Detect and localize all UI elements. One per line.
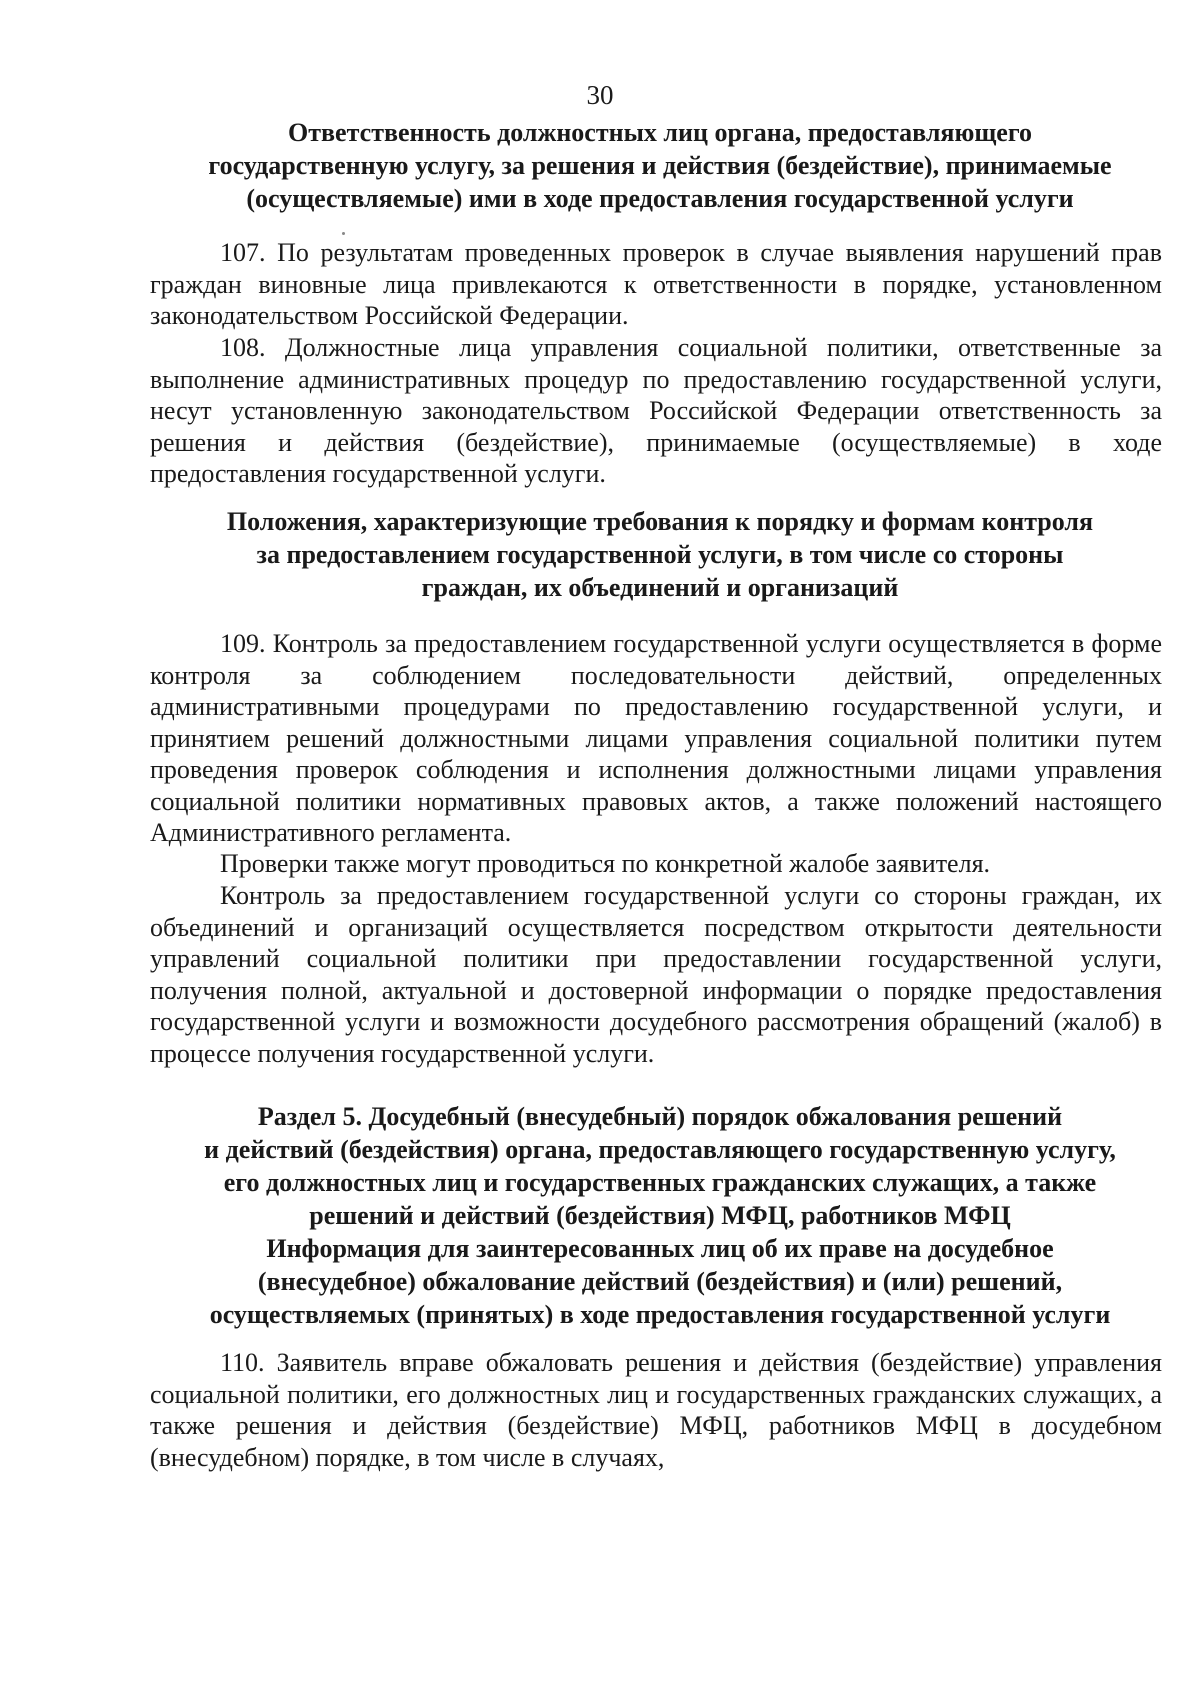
heading-line: осуществляемых (принятых) в ходе предоставления государственной услуги <box>209 1300 1111 1329</box>
heading-line: его должностных лиц и государственных гражданских служащих, а также <box>223 1168 1097 1197</box>
paragraph-110: 110. Заявитель вправе обжаловать решения и действия (бездействие) управления социальной политики, его должностных лиц и государственных гражданских служащих, а также решения и действия (бездействие) МФЦ, работников МФЦ в досудебном (внесудебном) порядке, в том числе в случаях, <box>150 1348 1162 1472</box>
paragraph-109-public-control: Контроль за предоставлением государственной услуги со стороны граждан, их объединений и организаций осуществляется посредством открытости деятельности управлений социальной политики при предоставлении государственной услуги, получения полной, актуальной и достоверной информации о порядке предоставления государственной услуги и возможности досудебного рассмотрения обращений (жалоб) в процессе получения государственной услуги. <box>150 881 1162 1068</box>
heading-line: Информация для заинтересованных лиц об их праве на досудебное <box>266 1234 1054 1263</box>
heading-line: Ответственность должностных лиц органа, предоставляющего <box>288 118 1032 147</box>
paragraph-108: 108. Должностные лица управления социальной политики, ответственные за выполнение административных процедур по предоставлению государственной услуги, несут установленную законодательством Российской Федерации ответственность за решения и действия (бездействие), принимаемые (осуществляемые) в ходе предоставления государственной услуги. <box>150 333 1162 488</box>
heading-line: граждан, их объединений и организаций <box>421 573 899 602</box>
section-heading-appeal <box>140 1100 1180 1331</box>
heading-line: (внесудебное) обжалование действий (бездействия) и (или) решений, <box>257 1267 1063 1296</box>
heading-line: государственную услугу, за решения и действия (бездействие), принимаемые <box>208 151 1112 180</box>
heading-line: (осуществляемые) ими в ходе предоставления государственной услуги <box>246 184 1074 213</box>
heading-line: Раздел 5. Досудебный (внесудебный) порядок обжалования решений <box>257 1102 1063 1131</box>
heading-line: и действий (бездействия) органа, предоставляющего государственную услугу, <box>204 1135 1116 1164</box>
paragraph-109-checks: Проверки также могут проводиться по конкретной жалобе заявителя. <box>220 849 991 878</box>
section-heading-control <box>140 505 1180 604</box>
paragraph-109: 109. Контроль за предоставлением государственной услуги осуществляется в форме контроля за соблюдением последовательности действий, определенных административными процедурами по предоставлению государственной услуги, и принятием решений должностными лицами управления социальной политики путем проведения проверок соблюдения и исполнения должностными лицами управления социальной политики нормативных правовых актов, а также положений настоящего Административного регламента. <box>150 629 1162 847</box>
heading-line: за предоставлением государственной услуги, в том числе со стороны <box>256 540 1064 569</box>
scan-speck <box>342 232 345 235</box>
page-number: 30 <box>586 80 614 110</box>
heading-line: Положения, характеризующие требования к порядку и формам контроля <box>226 507 1094 536</box>
heading-line: решений и действий (бездействия) МФЦ, работников МФЦ <box>309 1201 1011 1230</box>
section-heading-responsibility <box>140 116 1180 215</box>
paragraph-107: 107. По результатам проведенных проверок в случае выявления нарушений прав граждан виновные лица привлекаются к ответственности в порядке, установленном законодательством Российской Федерации. <box>150 238 1162 330</box>
